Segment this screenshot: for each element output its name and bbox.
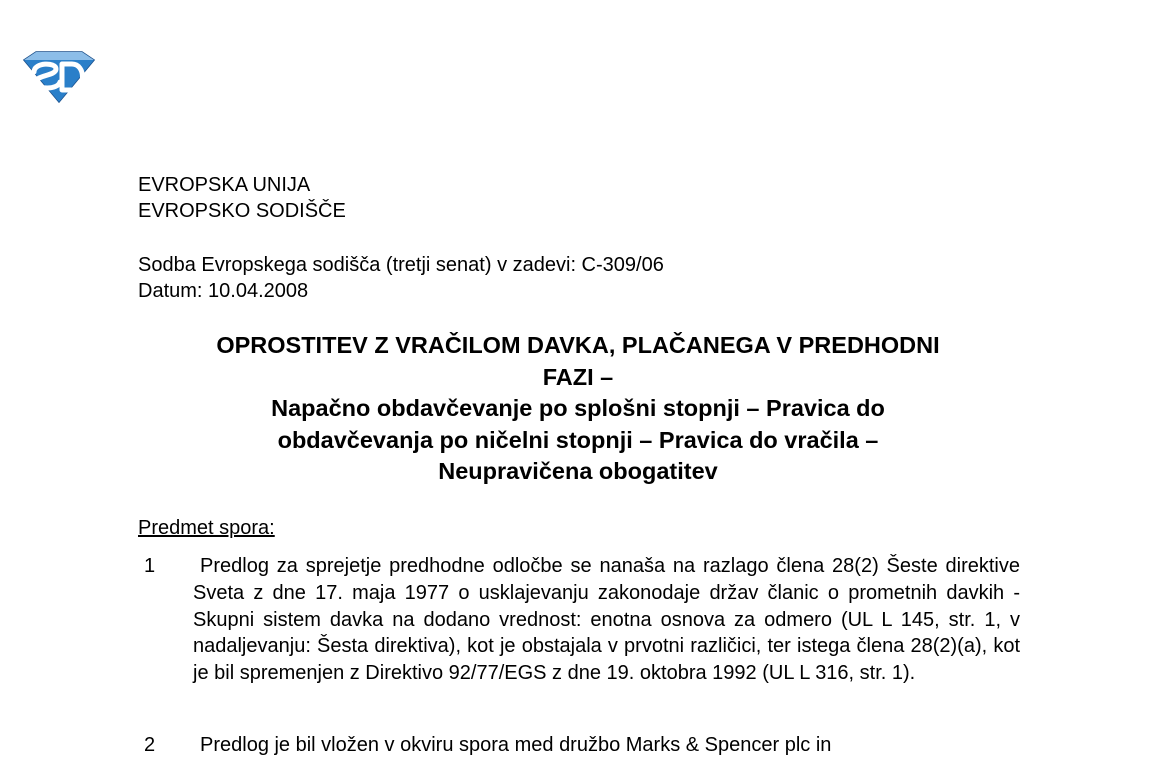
title-line-4: obdavčevanja po ničelni stopnji – Pravica do vračila – [277,426,879,453]
case-info [138,252,664,304]
subject-heading: Predmet spora: [138,517,275,539]
union-name: EVROPSKA UNIJA [138,174,311,196]
title-line-5: Neupravičena obogatitev [438,458,718,484]
paragraph-text: Predlog je bil vložen v okviru spora med družbo Marks & Spencer plc in [200,734,832,756]
court-name: EVROPSKO SODIŠČE [138,200,346,222]
court-header [138,172,346,224]
paragraph [138,732,1020,756]
title-line-3: Napačno obdavčevanje po splošni stopnji – Pravica do [271,395,885,421]
company-logo [22,50,96,104]
case-reference: Sodba Evropskega sodišča (tretji senat) v zadevi: C-309/06 [138,254,664,276]
sd-diamond-logo-icon [22,50,96,104]
paragraph-number: 1 [144,555,156,577]
case-date: Datum: 10.04.2008 [138,280,309,302]
document-title [140,330,1016,488]
paragraph-number: 2 [144,734,156,756]
title-line-1: OPROSTITEV Z VRAČILOM DAVKA, PLAČANEGA V PREDHODNI [216,332,940,358]
title-line-2: FAZI – [542,363,614,390]
paragraph-text: Predlog za sprejetje predhodne odločbe se nanaša na razlago člena 28(2) Šeste direktive Sveta z dne 17. maja 1977 o usklajevanju zakonodaje držav članic o prometnih davkih - Skupni sistem davka na dodano vrednost: enotna osnova za odmero (UL L 145, str. 1, v nadaljevanju: Šesta direktiva), kot je obstajala v prvotni različici, ter istega člena 28(2)(a), kot je bil spremenjen z Direktivo 92/77/EGS z dne 19. oktobra 1992 (UL L 316, str. 1). [193,555,1020,685]
